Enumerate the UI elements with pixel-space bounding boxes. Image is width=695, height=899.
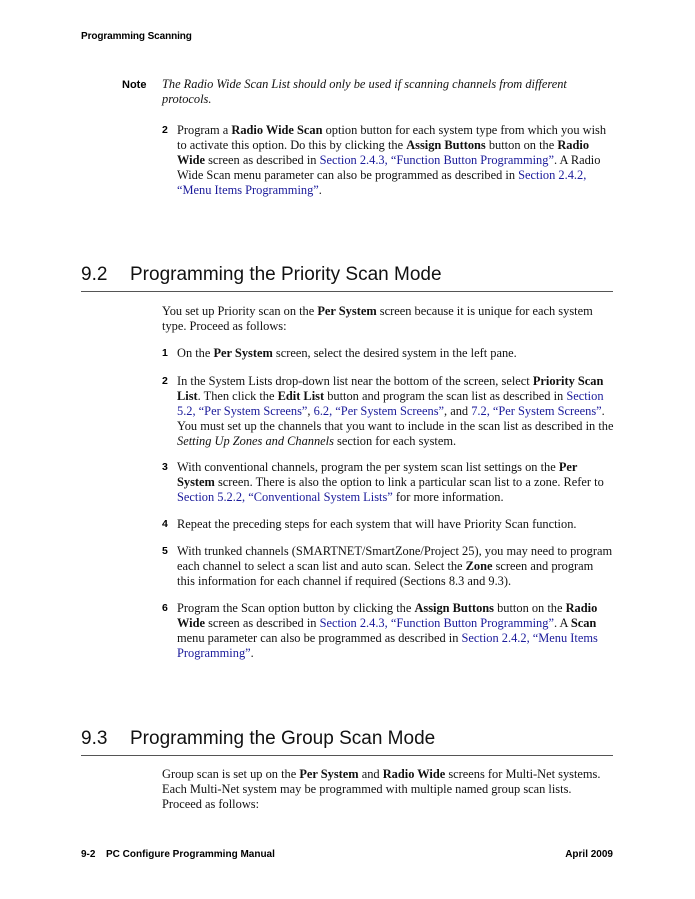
section-link[interactable]: Section 2.4.2, “Menu Items Programming” bbox=[177, 168, 587, 197]
footer-date: April 2009 bbox=[565, 849, 613, 860]
step-number: 1 bbox=[162, 347, 168, 359]
step-number: 2 bbox=[162, 375, 168, 387]
running-header: Programming Scanning bbox=[81, 31, 192, 42]
step-text: Repeat the preceding steps for each system that will have Priority Scan function. bbox=[177, 517, 577, 531]
step-6 bbox=[162, 601, 614, 661]
step-4 bbox=[162, 517, 614, 532]
step-text: Program a Radio Wide Scan option button for each system type from which you wish to activate this option. Do this by clicking the Assign Buttons button on the Radio Wide screen as described in Section 2.4.3, “Function Button Programming”. A Radio Wide Scan menu parameter can also be programmed as described in Section 2.4.2, “Menu Items Programming”. bbox=[177, 123, 607, 197]
step-number: 2 bbox=[162, 124, 168, 136]
note-label: Note bbox=[122, 79, 147, 91]
section-link[interactable]: 6.2, “Per System Screens” bbox=[313, 404, 445, 418]
section-link[interactable]: Section 5.2.2, “Conventional System Lists” bbox=[177, 490, 393, 504]
section-link[interactable]: Section 2.4.2, “Menu Items Programming” bbox=[177, 631, 598, 660]
heading-rule bbox=[81, 291, 613, 292]
section-number: 9.3 bbox=[81, 728, 108, 749]
step-text: With trunked channels (SMARTNET/SmartZone/Project 25), you may need to program each channel to select a scan list and auto scan. Select the Zone screen and program this information for each channel if required (Sections 8.3 and 9.3). bbox=[177, 544, 613, 588]
step-number: 5 bbox=[162, 545, 168, 557]
step-1 bbox=[162, 346, 614, 361]
step-text: In the System Lists drop-down list near the bottom of the screen, select Priority Scan List. Then click the Edit List button and program the scan list as described in Section 5.2, “Per System Screens”, 6.2, “Per System Screens”, and 7.2, “Per System Screens”. You must set up the channels that you want to include in the scan list as described in the Setting Up Zones and Channels section for each system. bbox=[177, 374, 614, 448]
section-number: 9.2 bbox=[81, 264, 108, 285]
step-text: Program the Scan option button by clicking the Assign Buttons button on the Radio Wide screen as described in Section 2.4.3, “Function Button Programming”. A Scan menu parameter can also be programmed as described in Section 2.4.2, “Menu Items Programming”. bbox=[177, 601, 598, 660]
step-text: On the Per System screen, select the desired system in the left pane. bbox=[177, 346, 517, 360]
intro-step-2 bbox=[162, 123, 614, 198]
section-link[interactable]: 7.2, “Per System Screens” bbox=[471, 404, 602, 418]
step-number: 4 bbox=[162, 518, 168, 530]
step-2 bbox=[162, 374, 614, 449]
footer-page-number: 9-2 bbox=[81, 849, 96, 860]
footer-manual-title: PC Configure Programming Manual bbox=[106, 849, 275, 860]
section-intro: Group scan is set up on the Per System and Radio Wide screens for Multi-Net systems. Each Multi-Net system may be programmed with multiple named group scan lists. Proceed as follows: bbox=[162, 767, 601, 811]
section-link[interactable]: Section 2.4.3, “Function Button Programming” bbox=[319, 153, 554, 167]
section-link[interactable]: Section 5.2, “Per System Screens” bbox=[177, 389, 604, 418]
note-text: The Radio Wide Scan List should only be used if scanning channels from different protocols. bbox=[162, 77, 567, 106]
section-link[interactable]: Section 2.4.3, “Function Button Programming” bbox=[319, 616, 554, 630]
section-title: Programming the Group Scan Mode bbox=[130, 728, 436, 749]
step-text: With conventional channels, program the per system scan list settings on the Per System screen. There is also the option to link a particular scan list to a zone. Refer to Section 5.2.2, “Conventional System Lists” for more information. bbox=[177, 460, 604, 504]
heading-rule bbox=[81, 755, 613, 756]
step-number: 3 bbox=[162, 461, 168, 473]
step-3 bbox=[162, 460, 614, 505]
step-number: 6 bbox=[162, 602, 168, 614]
step-5 bbox=[162, 544, 614, 589]
section-intro: You set up Priority scan on the Per System screen because it is unique for each system type. Proceed as follows: bbox=[162, 304, 593, 333]
section-title: Programming the Priority Scan Mode bbox=[130, 264, 442, 285]
